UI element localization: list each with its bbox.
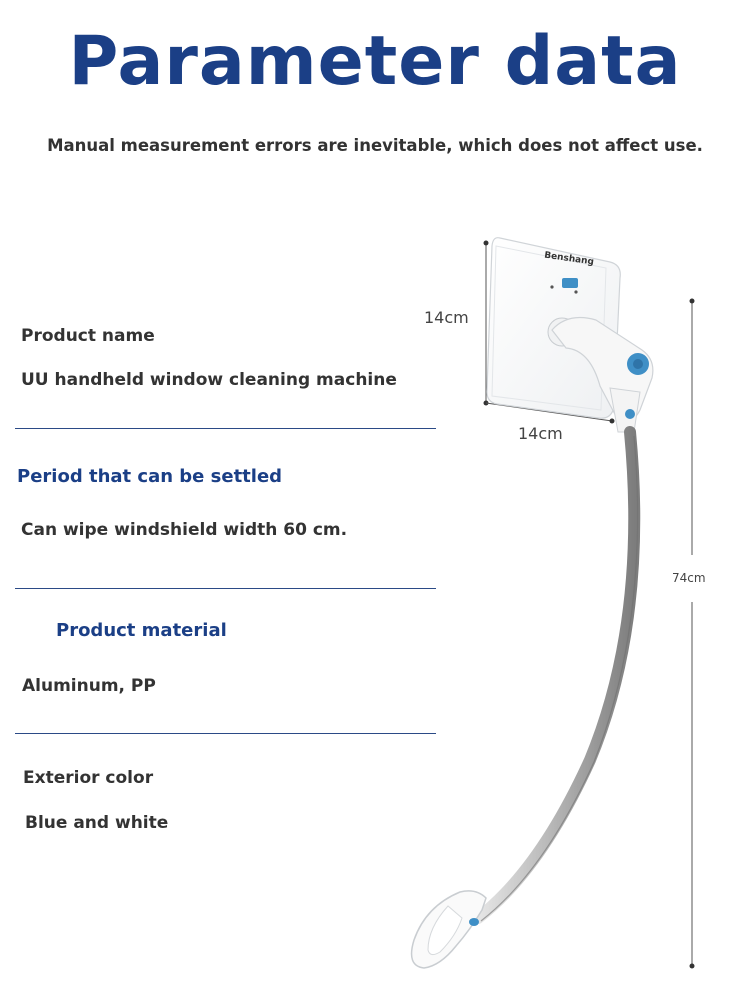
- handle-grip: [412, 891, 486, 968]
- aluminum-rod: [478, 432, 634, 918]
- color-value: Blue and white: [25, 813, 169, 833]
- product-name-value: UU handheld window cleaning machine: [21, 370, 397, 390]
- period-value: Can wipe windshield width 60 cm.: [21, 520, 348, 540]
- period-label: Period that can be settled: [17, 466, 283, 487]
- material-label: Product material: [56, 620, 227, 641]
- length-dimension-line: [690, 299, 695, 969]
- color-label: Exterior color: [23, 768, 154, 788]
- material-value: Aluminum, PP: [22, 676, 156, 696]
- product-name-label: Product name: [21, 326, 155, 346]
- page-title: Parameter data: [68, 22, 682, 101]
- height-dimension-label: 14cm: [424, 308, 469, 327]
- brand-label: Benshang: [543, 250, 595, 268]
- length-dimension-label: 74cm: [672, 571, 706, 585]
- page-subtitle: Manual measurement errors are inevitable, which does not affect use.: [47, 136, 703, 155]
- width-dimension-label: 14cm: [518, 424, 563, 443]
